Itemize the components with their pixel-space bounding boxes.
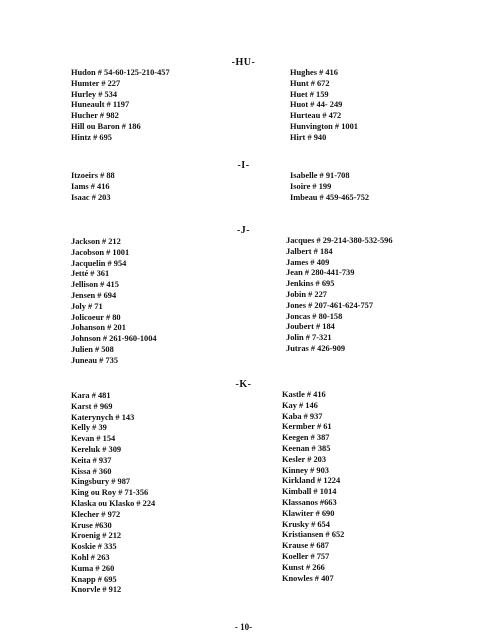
entry: Jellison # 415 xyxy=(71,280,119,290)
entry: Knapp # 695 xyxy=(71,574,117,584)
entry: Hurley # 534 xyxy=(71,89,118,99)
entry: Imbeau # 459-465-752 xyxy=(290,192,370,202)
entry: King ou Roy # 71-356 xyxy=(71,488,149,498)
entry: Hudon # 54-60-125-210-457 xyxy=(71,68,170,77)
entry: Jetté # 361 xyxy=(71,269,110,279)
entry: Klaska ou Klasko # 224 xyxy=(71,498,156,508)
entry: Keegen # 387 xyxy=(282,433,330,443)
column-hu-right xyxy=(290,68,358,144)
column-k-left xyxy=(71,391,155,596)
entry: Jenkins # 695 xyxy=(286,279,335,289)
entry: Kingsbury # 987 xyxy=(71,477,131,487)
entry: Jacobson # 1001 xyxy=(71,247,130,257)
entry: Kermber # 61 xyxy=(282,422,332,432)
entry: Klecher # 972 xyxy=(71,509,121,519)
entry: Johanson # 201 xyxy=(71,323,126,333)
entry: Kastle # 416 xyxy=(282,390,326,399)
entry: Kirkland # 1224 xyxy=(282,476,341,486)
entry: Krusky # 654 xyxy=(282,519,330,529)
entry: Huot # 44- 249 xyxy=(290,100,343,110)
section-header-hu: -HU- xyxy=(231,57,256,68)
column-j-left xyxy=(71,237,157,367)
entry: Jolin # 7-321 xyxy=(286,333,332,343)
entry: Katerynych # 143 xyxy=(71,412,135,422)
column-i-left xyxy=(71,171,115,203)
entry: Huet # 159 xyxy=(290,89,329,99)
entry: Kay # 146 xyxy=(282,400,318,410)
entry: Kaba # 937 xyxy=(282,411,323,421)
entry: Isabelle # 91-708 xyxy=(290,171,350,180)
entry: Hurteau # 472 xyxy=(290,111,342,121)
entry: Kevan # 154 xyxy=(71,434,116,444)
page-number: - 10- xyxy=(234,622,253,632)
entry: Jacques # 29-214-380-532-596 xyxy=(286,236,393,245)
entry: Kara # 481 xyxy=(71,391,111,400)
entry: Klawiter # 690 xyxy=(282,508,335,518)
entry: Koskie # 335 xyxy=(71,542,117,552)
entry: Kimball # 1014 xyxy=(282,487,337,497)
section-header-j: -J- xyxy=(236,225,251,236)
section-header-i: -I- xyxy=(237,160,250,171)
entry: Kinney # 903 xyxy=(282,465,329,475)
entry: Kohl # 263 xyxy=(71,552,110,562)
entry: Kelly # 39 xyxy=(71,423,107,433)
entry: Jean # 280-441-739 xyxy=(286,268,355,278)
entry: Itzoeirs # 88 xyxy=(71,171,115,180)
entry: Jolicoeur # 80 xyxy=(71,312,121,322)
entry: Jobin # 227 xyxy=(286,289,327,299)
section-header-k: -K- xyxy=(235,379,252,390)
entry: Klassanos #663 xyxy=(282,497,337,507)
entry: Iams # 416 xyxy=(71,181,110,191)
entry: Karst # 969 xyxy=(71,401,113,411)
entry: Jalbert # 184 xyxy=(286,246,333,256)
entry: Joncas # 80-158 xyxy=(286,311,343,321)
entry: Hunvington # 1001 xyxy=(290,121,358,131)
entry: Kesler # 203 xyxy=(282,454,327,464)
entry: Kunst # 266 xyxy=(282,562,325,572)
entry: Humter # 227 xyxy=(71,78,121,88)
column-k-right xyxy=(282,390,344,584)
entry: Kristiansen # 652 xyxy=(282,530,345,540)
entry: Hirt # 940 xyxy=(290,132,327,142)
entry: Isaac # 203 xyxy=(71,192,111,202)
entry: Kissa # 360 xyxy=(71,466,112,476)
entry: Isoire # 199 xyxy=(290,181,332,191)
entry: Kereluk # 309 xyxy=(71,444,122,454)
entry: Koeller # 757 xyxy=(282,551,330,561)
entry: Jutras # 426-909 xyxy=(286,343,346,353)
column-hu-left xyxy=(71,68,170,144)
entry: Hucher # 982 xyxy=(71,111,119,121)
entry: Hunt # 672 xyxy=(290,78,330,88)
entry: Krause # 687 xyxy=(282,541,329,551)
entry: James # 409 xyxy=(286,257,330,267)
entry: Kruse #630 xyxy=(71,520,112,530)
entry: Knorvle # 912 xyxy=(71,585,122,595)
column-j-right xyxy=(286,236,393,355)
entry: Kuma # 260 xyxy=(71,563,115,573)
entry: Keita # 937 xyxy=(71,455,112,465)
entry: Jones # 207-461-624-757 xyxy=(286,300,374,310)
entry: Jackson # 212 xyxy=(71,237,121,246)
entry: Hintz # 695 xyxy=(71,132,112,142)
entry: Huneault # 1197 xyxy=(71,100,130,110)
entry: Jacquelin # 954 xyxy=(71,258,127,268)
entry: Joubert # 184 xyxy=(286,322,335,332)
entry: Juneau # 735 xyxy=(71,355,119,365)
column-i-right xyxy=(290,171,369,203)
entry: Hill ou Baron # 186 xyxy=(71,121,141,131)
entry: Johnson # 261-960-1004 xyxy=(71,334,157,344)
entry: Julien # 508 xyxy=(71,344,114,354)
entry: Knowles # 407 xyxy=(282,573,334,583)
entry: Joly # 71 xyxy=(71,301,103,311)
entry: Jensen # 694 xyxy=(71,290,117,300)
entry: Keenan # 385 xyxy=(282,443,331,453)
entry: Hughes # 416 xyxy=(290,68,338,77)
entry: Kroenig # 212 xyxy=(71,531,122,541)
